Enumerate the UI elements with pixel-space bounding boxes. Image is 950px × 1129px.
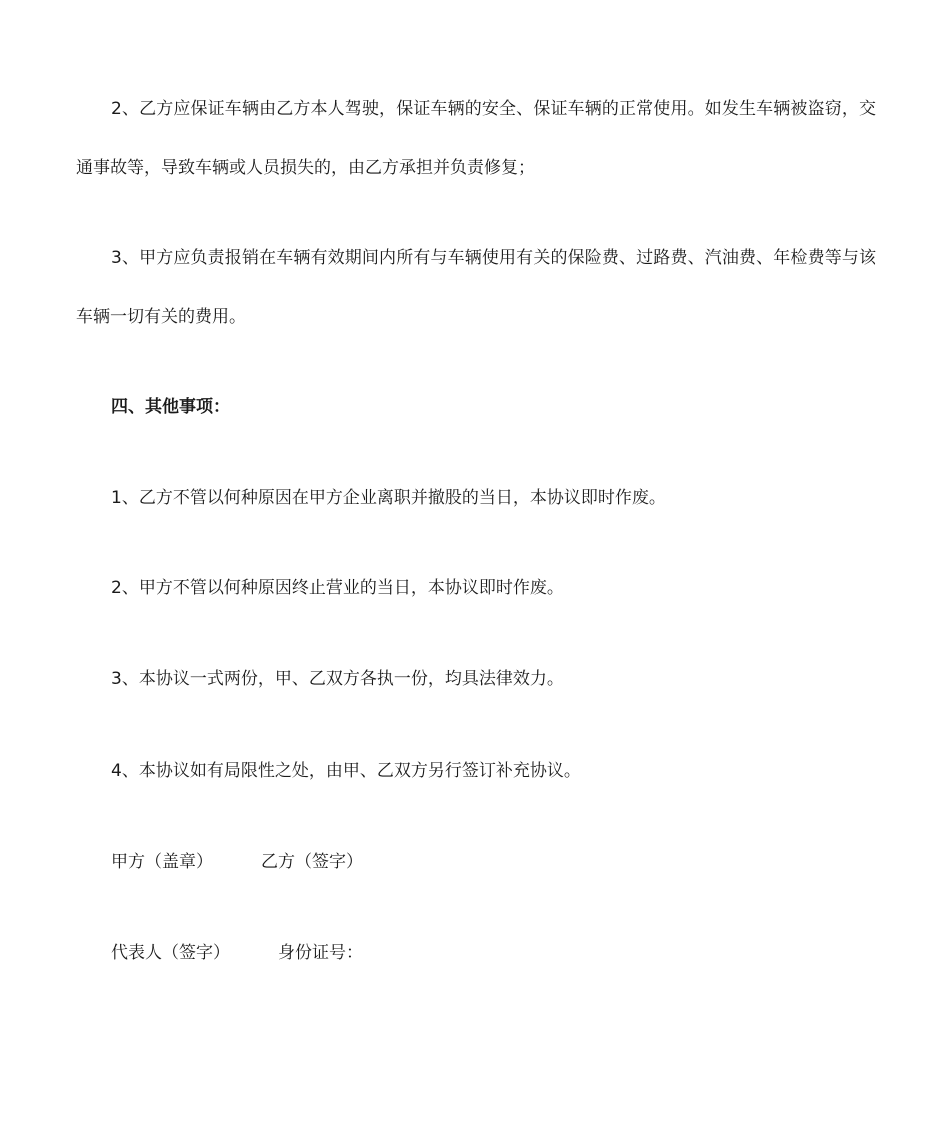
signature-row-representative [111, 941, 363, 965]
party-a-seal-label: 甲方（盖章） [111, 852, 213, 872]
id-number-label: 身份证号： [278, 943, 363, 963]
clause-2-paragraph: 2、乙方应保证车辆由乙方本人驾驶，保证车辆的安全、保证车辆的正常使用。如发生车辆被盗窃，交通事故等，导致车辆或人员损失的，由乙方承担并负责修复； [76, 99, 876, 178]
other-item-1: 1、乙方不管以何种原因在甲方企业离职并撤股的当日，本协议即时作废。 [111, 488, 666, 508]
party-b-sign-label: 乙方（签字） [261, 852, 363, 872]
section-four-heading: 四、其他事项： [111, 397, 230, 417]
clause-3-paragraph: 3、甲方应负责报销在车辆有效期间内所有与车辆使用有关的保险费、过路费、汽油费、年检费等与该车辆一切有关的费用。 [76, 248, 876, 327]
other-item-4: 4、本协议如有局限性之处，由甲、乙双方另行签订补充协议。 [111, 761, 581, 781]
other-item-2: 2、甲方不管以何种原因终止营业的当日，本协议即时作废。 [111, 578, 564, 598]
representative-sign-label: 代表人（签字） [111, 943, 230, 963]
other-item-3: 3、本协议一式两份，甲、乙双方各执一份，均具法律效力。 [111, 669, 564, 689]
signature-row-parties [111, 850, 363, 874]
